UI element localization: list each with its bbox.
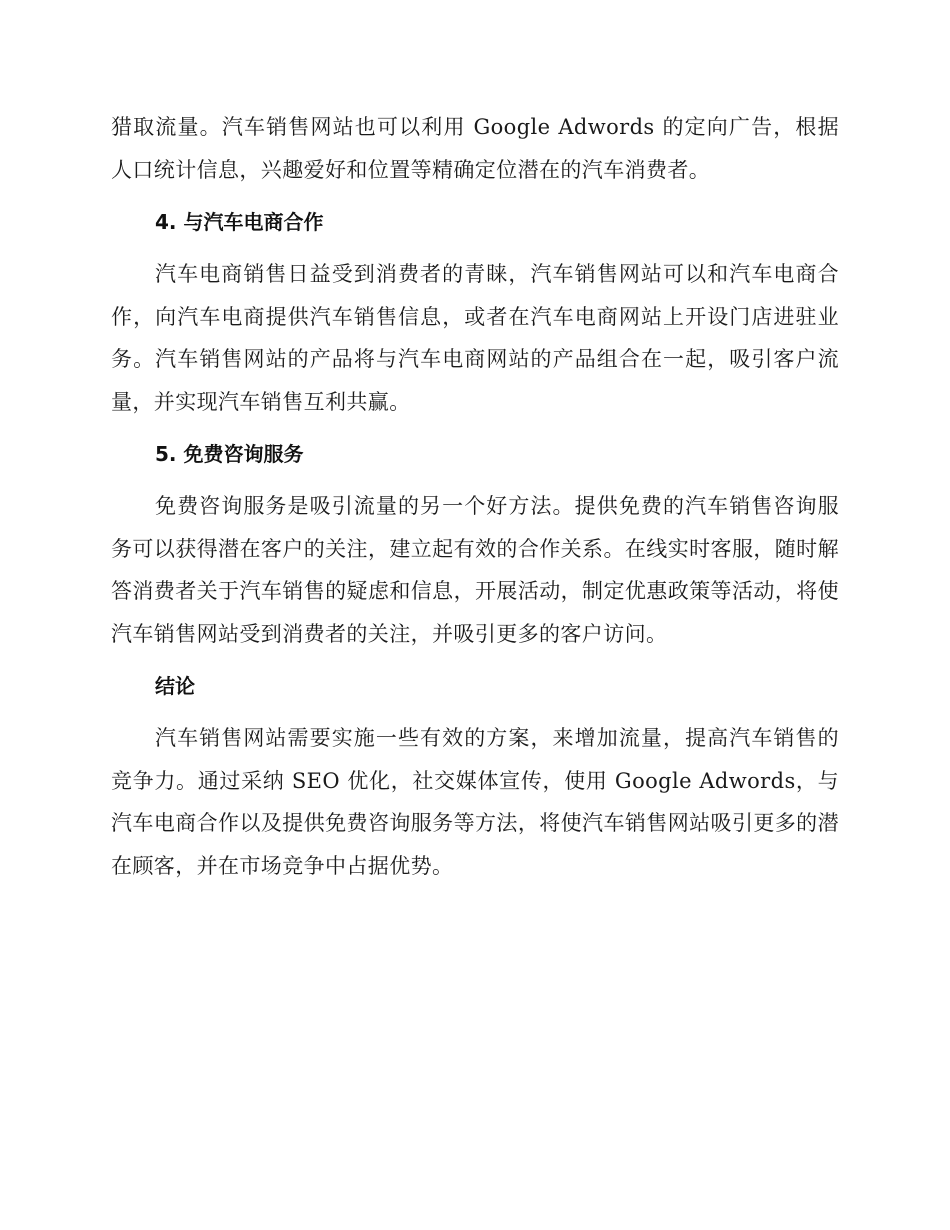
heading-section-4: 4. 与汽车电商合作 <box>155 210 324 234</box>
document-page <box>111 106 839 887</box>
paragraph-conclusion: 汽车销售网站需要实施一些有效的方案，来增加流量，提高汽车销售的竞争力。通过采纳 SEO 优化，社交媒体宣传，使用 Google Adwords，与汽车电商合作以及提供免费咨询服务等方法，将使汽车销售网站吸引更多的潜在顾客，并在市场竞争中占据优势。 <box>111 726 839 878</box>
heading-section-5: 5. 免费咨询服务 <box>155 442 304 466</box>
paragraph-section-5: 免费咨询服务是吸引流量的另一个好方法。提供免费的汽车销售咨询服务可以获得潜在客户的关注，建立起有效的合作关系。在线实时客服，随时解答消费者关于汽车销售的疑虑和信息，开展活动，制定优惠政策等活动，将使汽车销售网站受到消费者的关注，并吸引更多的客户访问。 <box>111 494 839 646</box>
paragraph-intro-continued: 猎取流量。汽车销售网站也可以利用 Google Adwords 的定向广告，根据人口统计信息，兴趣爱好和位置等精确定位潜在的汽车消费者。 <box>111 115 839 182</box>
paragraph-section-4: 汽车电商销售日益受到消费者的青睐，汽车销售网站可以和汽车电商合作，向汽车电商提供汽车销售信息，或者在汽车电商网站上开设门店进驻业务。汽车销售网站的产品将与汽车电商网站的产品组合在一起，吸引客户流量，并实现汽车销售互利共赢。 <box>111 262 839 414</box>
heading-conclusion: 结论 <box>155 674 195 698</box>
